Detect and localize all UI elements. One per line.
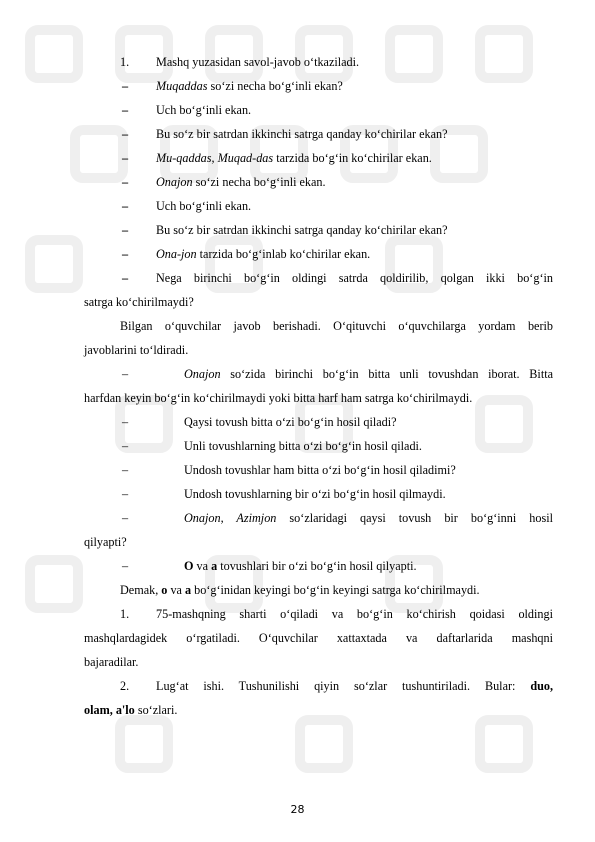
text-rest: soʻzida birinchi boʻgʻin bitta unli tovushdan iborat. Bitta — [220, 367, 553, 381]
text-rest: soʻzlaridagi qaysi tovush bir boʻgʻinni hosil — [276, 511, 554, 525]
page-number: 28 — [290, 803, 305, 816]
item-text — [184, 511, 553, 525]
italic-word: Muqaddas — [156, 79, 208, 93]
item-text: Bu soʻz bir satrdan ikkinchi satrga qanday koʻchirilar ekan? — [156, 127, 448, 141]
bold-letter: a — [185, 583, 192, 597]
dash-bullet: – — [122, 463, 129, 477]
continuation-line: qilyapti? — [84, 535, 127, 549]
text-rest: soʻzi necha boʻgʻinli ekan? — [207, 79, 343, 93]
italic-word: Onajon — [184, 367, 221, 381]
item-text: Uch boʻgʻinli ekan. — [156, 103, 252, 117]
dash-bullet: – — [122, 127, 129, 141]
item-text: Nega birinchi boʻgʻin oldingi satrda qoldirilib, qolgan ikki boʻgʻin — [156, 271, 553, 285]
bold-words: olam, a'lo — [84, 703, 135, 717]
text-rest: boʻgʻinidan keyingi boʻgʻin keyingi satrga koʻchirilmaydi. — [191, 583, 480, 597]
item-text — [156, 79, 343, 93]
item-text — [156, 679, 553, 693]
bold-words: duo, — [530, 679, 554, 693]
item-text — [184, 367, 553, 381]
text-start: Lugʻat ishi. Tushunilishi qiyin soʻzlar tushuntiriladi. Bular: — [156, 679, 516, 693]
text-start: Demak, — [120, 583, 162, 597]
item-number: 1. — [120, 55, 130, 69]
italic-word: Onajon — [156, 175, 193, 189]
dash-bullet: – — [122, 487, 129, 501]
continuation-line: javoblarini toʻldiradi. — [84, 343, 189, 357]
item-text: Bu soʻz bir satrdan ikkinchi satrga qanday koʻchirilar ekan? — [156, 223, 448, 237]
item-text — [184, 559, 417, 573]
dash-bullet: – — [122, 271, 129, 285]
bold-letter: a — [211, 559, 218, 573]
item-text: 75-mashqning sharti oʻqiladi va boʻgʻin koʻchirish qoidasi oldingi — [156, 607, 553, 621]
item-number: 2. — [120, 679, 130, 693]
continuation-line: satrga koʻchirilmaydi? — [84, 295, 194, 309]
text-rest: tarzida boʻgʻinlab koʻchirilar ekan. — [196, 247, 371, 261]
bold-letter: o — [161, 583, 168, 597]
dash-bullet: – — [122, 415, 129, 429]
paragraph-text — [120, 583, 480, 597]
dash-bullet: – — [122, 367, 129, 381]
continuation-line: harfdan keyin boʻgʻin koʻchirilmaydi yoki bitta harf ham satrga koʻchirilmaydi. — [84, 391, 473, 405]
italic-word: Onajon, Azimjon — [184, 511, 277, 525]
dash-bullet: – — [122, 511, 129, 525]
continuation-line: bajaradilar. — [84, 655, 139, 669]
dash-bullet: – — [122, 79, 129, 93]
continuation-line: mashqlardagidek oʻrgatiladi. Oʻquvchilar xattaxtada va daftarlarida mashqni — [84, 631, 553, 645]
dash-bullet: – — [122, 559, 129, 573]
item-number: 1. — [120, 607, 130, 621]
item-text — [156, 175, 326, 189]
dash-bullet: – — [122, 223, 129, 237]
continuation-line — [84, 703, 177, 717]
paragraph-text: Bilgan oʻquvchilar javob berishadi. Oʻqituvchi oʻquvchilarga yordam berib — [120, 319, 553, 333]
dash-bullet: – — [122, 175, 129, 189]
text-rest: tarzida boʻgʻin koʻchirilar ekan. — [273, 151, 432, 165]
bold-letter: O — [184, 559, 194, 573]
text-rest: soʻzi necha boʻgʻinli ekan. — [192, 175, 326, 189]
italic-word: Mu-qaddas, Muqad-das — [156, 151, 274, 165]
item-text: Undosh tovushlar ham bitta oʻzi boʻgʻin hosil qiladimi? — [184, 463, 456, 477]
dash-bullet: – — [122, 247, 129, 261]
dash-bullet: – — [122, 439, 129, 453]
dash-bullet: – — [122, 103, 129, 117]
text-mid: va — [167, 583, 185, 597]
dash-bullet: – — [122, 199, 129, 213]
item-text: Undosh tovushlarning bir oʻzi boʻgʻin hosil qilmaydi. — [184, 487, 446, 501]
item-text: Unli tovushlarning bitta oʻzi boʻgʻin hosil qiladi. — [184, 439, 422, 453]
item-text: Uch boʻgʻinli ekan. — [156, 199, 252, 213]
text-rest: tovushlari bir oʻzi boʻgʻin hosil qilyapti. — [217, 559, 417, 573]
item-text: Qaysi tovush bitta oʻzi boʻgʻin hosil qiladi? — [184, 415, 397, 429]
text-rest: soʻzlari. — [134, 703, 178, 717]
italic-word: Ona-jon — [156, 247, 197, 261]
text-mid: va — [193, 559, 212, 573]
item-text — [156, 151, 432, 165]
item-text: Mashq yuzasidan savol-javob oʻtkaziladi. — [156, 55, 360, 69]
dash-bullet: – — [122, 151, 129, 165]
item-text — [156, 247, 370, 261]
